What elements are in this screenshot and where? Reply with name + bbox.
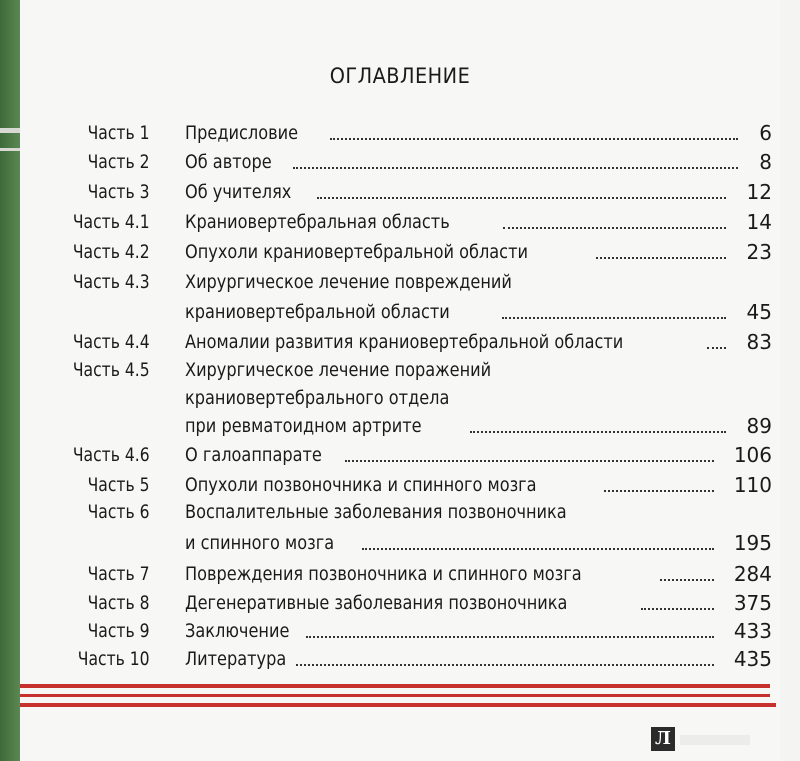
entry-title: Дегенеративные заболевания позвоночника [185,592,568,614]
part-label: Часть 4.1 [73,211,150,233]
part-label: Часть 7 [88,563,150,585]
page-number: 89 [746,414,772,438]
watermark-strip [680,735,750,745]
page-number: 6 [759,121,772,145]
entry-title: Об авторе [185,151,272,173]
entry-title-line: Воспалительные заболевания позвоночника [185,501,567,523]
dot-leader [330,138,738,140]
page-number: 14 [746,210,772,234]
entry-title-line: при ревматоидном артрите [185,415,422,437]
page-number: 375 [733,591,772,615]
toc-entry-continuation[interactable] [0,412,800,440]
dot-leader [503,227,726,229]
decorative-rule [20,703,776,707]
entry-title: Опухоли позвоночника и спинного мозга [185,474,537,496]
page-number: 195 [733,531,772,555]
page-number: 8 [759,150,772,174]
toc-entry[interactable] [0,119,800,147]
page-number: 12 [746,180,772,204]
toc-entry[interactable] [0,560,800,588]
page-number: 106 [733,443,772,467]
toc-entry[interactable] [0,645,800,673]
toc-heading: ОГЛАВЛЕНИЕ [329,64,471,88]
entry-title-line: Хирургическое лечение поражений [185,359,492,381]
part-label: Часть 2 [88,151,150,173]
part-label: Часть 4.6 [73,444,150,466]
part-label: Часть 8 [88,592,150,614]
dot-leader [604,490,714,492]
toc-entry[interactable] [0,238,800,266]
dot-leader [306,636,714,638]
part-label: Часть 3 [88,181,150,203]
entry-title: Краниовертебральная область [185,211,450,233]
dot-leader [345,460,714,462]
entry-title: Опухоли краниовертебральной области [185,241,528,263]
entry-title: О галоаппарате [185,444,322,466]
dot-leader [596,257,726,259]
entry-title-line: краниовертебральной области [185,301,450,323]
entry-title: Литература [185,648,287,670]
part-label: Часть 5 [88,474,150,496]
part-label: Часть 4.3 [73,271,150,293]
toc-entry-continuation[interactable] [0,529,800,557]
entry-title: Повреждения позвоночника и спинного мозга [185,563,582,585]
part-label: Часть 10 [78,648,150,670]
dot-leader [317,197,726,199]
page-number: 110 [733,473,772,497]
page-number: 284 [733,562,772,586]
logo-icon: Л [651,727,675,751]
decorative-rule [20,684,770,688]
entry-title-line: Хирургическое лечение повреждений [185,271,512,293]
page-number: 23 [746,240,772,264]
toc-entry[interactable] [0,208,800,236]
part-label: Часть 4.5 [73,359,150,381]
dot-leader [707,347,726,349]
dot-leader [660,579,714,581]
toc-entry[interactable] [0,589,800,617]
toc-entry[interactable] [0,441,800,469]
toc-entry-continuation[interactable] [0,298,800,326]
page-number: 45 [746,300,772,324]
toc-entry-continuation[interactable] [0,384,800,412]
page-number: 435 [733,647,772,671]
entry-title: Аномалии развития краниовертебральной области [185,331,624,353]
toc-entry[interactable] [0,356,800,384]
part-label: Часть 9 [88,620,150,642]
toc-entry[interactable] [0,498,800,526]
entry-title: Заключение [185,620,290,642]
page-number: 433 [733,619,772,643]
entry-title: Об учителях [185,181,292,203]
part-label: Часть 6 [88,501,150,523]
entry-title: Предисловие [185,122,299,144]
toc-entry[interactable] [0,178,800,206]
toc-entry[interactable] [0,328,800,356]
toc-entry[interactable] [0,268,800,296]
part-label: Часть 4.4 [73,331,150,353]
dot-leader [641,608,714,610]
dot-leader [296,664,714,666]
toc-entry[interactable] [0,617,800,645]
dot-leader [470,431,726,433]
decorative-rule [20,694,770,697]
toc-entry[interactable] [0,471,800,499]
entry-title-line: и спинного мозга [185,532,335,554]
entry-title-line: краниовертебрального отдела [185,387,450,409]
toc-entry[interactable] [0,148,800,176]
dot-leader [293,167,738,169]
part-label: Часть 1 [88,122,150,144]
dot-leader [502,317,726,319]
page-number: 83 [746,330,772,354]
part-label: Часть 4.2 [73,241,150,263]
dot-leader [362,548,714,550]
